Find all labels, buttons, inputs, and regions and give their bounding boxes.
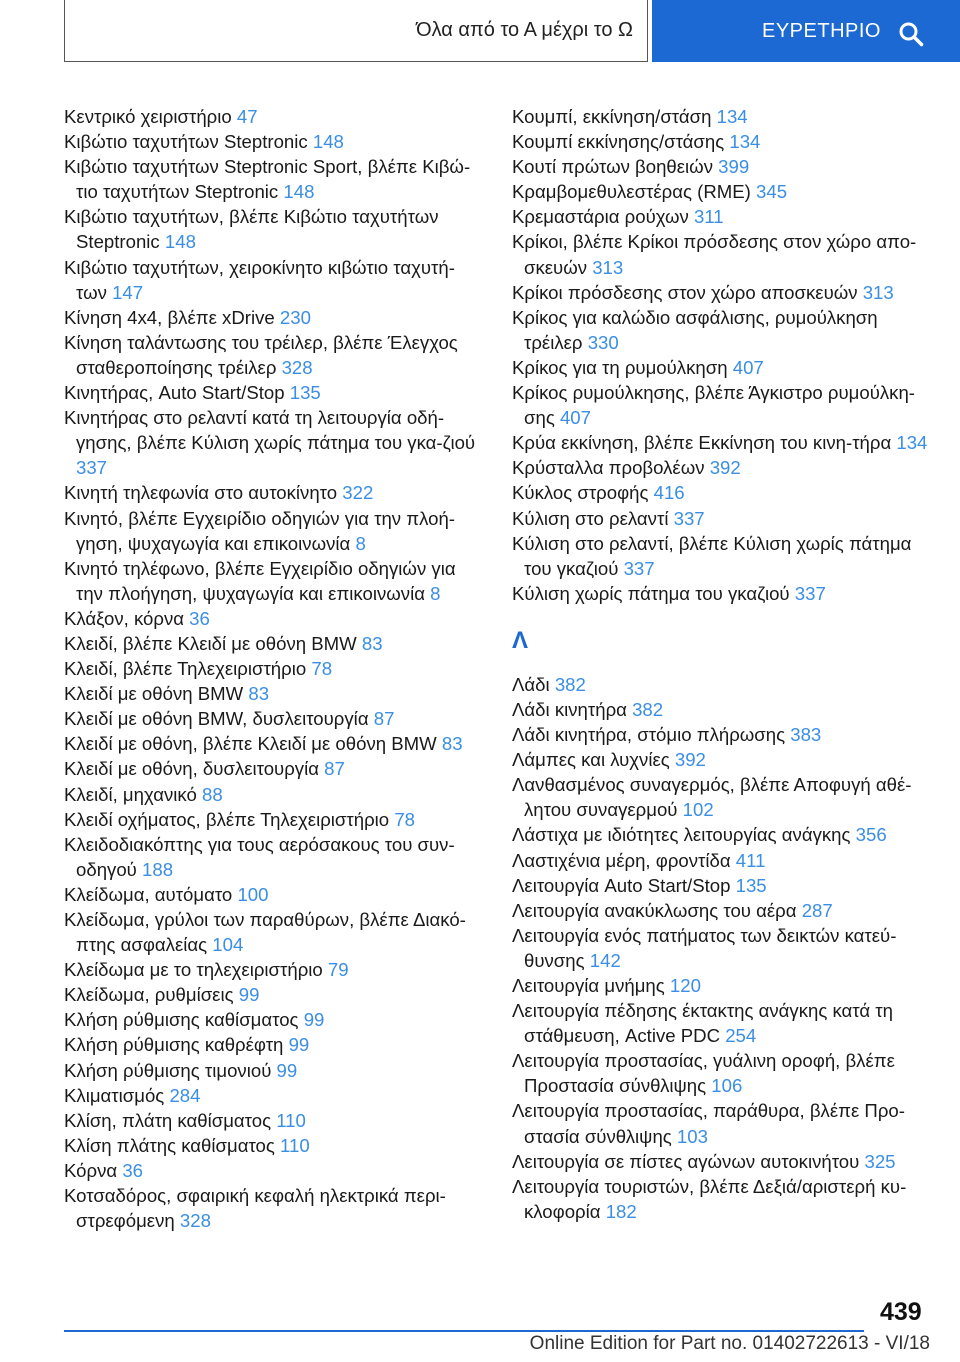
index-entry-page-link[interactable]: 87 — [373, 708, 395, 730]
index-entry-page-link[interactable]: 337 — [794, 582, 826, 604]
index-entry-text: Κινητή τηλεφωνία στο αυτοκίνητο — [64, 482, 338, 504]
index-column-left — [64, 104, 484, 1233]
tab-index[interactable] — [652, 0, 960, 62]
index-entry — [512, 305, 932, 355]
index-entry-page-link[interactable]: 284 — [169, 1084, 201, 1106]
index-entry-text: Κλείδωμα, αυτόματο — [64, 883, 233, 905]
index-entry-page-link[interactable]: 328 — [281, 356, 313, 378]
index-entry-text: Λάμπες και λυχνίες — [512, 749, 670, 771]
index-entry-page-link[interactable]: 416 — [653, 482, 685, 504]
index-entry-text: Κεντρικό χειριστήριο — [64, 106, 232, 127]
index-entry-text: Λειτουργία Auto Start/Stop — [512, 874, 731, 896]
index-entry-page-link[interactable]: 337 — [623, 557, 655, 579]
index-entry — [64, 882, 484, 907]
index-entry — [512, 1149, 932, 1174]
index-entry-page-link[interactable]: 83 — [248, 683, 270, 705]
index-entry — [512, 380, 932, 430]
index-entry-text: Κλήση ρύθμισης καθρέφτη — [64, 1034, 284, 1056]
index-entry-text: Κρύσταλλα προβολέων — [512, 457, 705, 479]
index-entry-text: Κιβώτιο ταχυτήτων Steptronic Sport, βλέπε Κιβώ-τιο ταχυτήτων Steptronic — [64, 156, 471, 203]
index-entry-page-link[interactable]: 104 — [212, 934, 244, 956]
index-entry — [512, 873, 932, 898]
index-entry — [512, 697, 932, 722]
index-entry-text: Κοτσαδόρος, σφαιρική κεφαλή ηλεκτρικά περι-στρεφόμενη — [64, 1185, 446, 1232]
index-entry-text: Λειτουργία ανακύκλωσης του αέρα — [512, 899, 797, 921]
index-entry-text: Λειτουργία τουριστών, βλέπε Δεξιά/αριστερή κυ-κλοφορία — [512, 1175, 907, 1222]
index-entry-text: Κινητό, βλέπε Εγχειρίδιο οδηγιών για την πλοή-γηση, ψυχαγωγία και επικοινωνία — [64, 507, 455, 554]
index-entry-text: Κλήση ρύθμισης τιμονιού — [64, 1059, 272, 1081]
index-entry-text: Κύλιση χωρίς πάτημα του γκαζιού — [512, 582, 790, 604]
index-entry — [512, 822, 932, 847]
index-entry — [64, 756, 484, 781]
index-entry — [64, 154, 484, 204]
index-entry — [512, 898, 932, 923]
index-entry-text: Κλειδί με οθόνη BMW — [64, 683, 244, 705]
index-entry — [512, 506, 932, 531]
index-entry-text: Λειτουργία πέδησης έκτακτης ανάγκης κατά τη στάθμευση, Active PDC — [512, 1000, 893, 1047]
index-entry — [64, 405, 484, 480]
index-entry — [64, 506, 484, 556]
index-group-k — [512, 104, 932, 606]
index-entry — [512, 998, 932, 1048]
index-entry — [64, 807, 484, 832]
index-entry — [512, 280, 932, 305]
index-entry-page-link[interactable]: 287 — [801, 899, 833, 921]
index-entry-page-link[interactable]: 382 — [554, 673, 586, 695]
index-entry — [64, 330, 484, 380]
index-entry — [512, 747, 932, 772]
index-entry-text: Κρύα εκκίνηση, βλέπε Εκκίνηση του κινη-τήρα — [512, 432, 892, 454]
index-entry — [512, 1048, 932, 1098]
index-entry-page-link[interactable]: 182 — [605, 1200, 637, 1222]
index-entry — [64, 631, 484, 656]
index-entry — [512, 772, 932, 822]
index-entry-page-link[interactable]: 147 — [112, 281, 144, 303]
index-entry-page-link[interactable]: 328 — [179, 1210, 211, 1232]
index-entry-text: Κλείδωμα, γρύλοι των παραθύρων, βλέπε Διακό-πτης ασφαλείας — [64, 909, 466, 956]
index-entry — [64, 1133, 484, 1158]
index-entry-text: Λειτουργία σε πίστες αγώνων αυτοκινήτου — [512, 1150, 860, 1172]
index-entry-text: Κλάξον, κόρνα — [64, 607, 184, 629]
index-entry — [512, 973, 932, 998]
index-entry-page-link[interactable]: 383 — [790, 724, 822, 746]
index-entry — [64, 129, 484, 154]
index-entry — [64, 104, 484, 129]
index-entry — [512, 1098, 932, 1148]
index-entry-text: Κρίκοι πρόσδεσης στον χώρο αποσκευών — [512, 281, 858, 303]
index-group-l — [512, 672, 932, 1224]
index-entry — [64, 556, 484, 606]
index-entry — [64, 380, 484, 405]
index-entry-text: Λειτουργία μνήμης — [512, 975, 665, 996]
index-entry-text: Κλειδοδιακόπτης για τους αερόσακους του συν-οδηγού — [64, 833, 455, 880]
index-entry-text: Κιβώτιο ταχυτήτων, χειροκίνητο κιβώτιο ταχυτή-των — [64, 256, 455, 303]
index-entry-text: Κλειδί οχήματος, βλέπε Τηλεχειριστήριο — [64, 808, 390, 830]
index-entry-page-link[interactable]: 330 — [587, 331, 619, 353]
index-entry — [512, 204, 932, 229]
index-entry — [512, 722, 932, 747]
index-entry-page-link[interactable]: 134 — [729, 131, 761, 153]
index-entry — [64, 731, 484, 756]
index-entry-page-link[interactable]: 148 — [164, 231, 196, 253]
tab-index-label: ΕΥΡΕΤΗΡΙΟ — [762, 19, 881, 42]
index-entry-page-link[interactable]: 392 — [709, 457, 741, 479]
index-entry — [64, 907, 484, 957]
index-entry-text: Κίνηση 4x4, βλέπε xDrive — [64, 306, 275, 328]
index-entry — [512, 1174, 932, 1224]
index-section-letter: Λ — [512, 626, 529, 654]
index-entry — [64, 204, 484, 254]
index-entry-page-link[interactable]: 8 — [355, 532, 366, 554]
index-entry-text: Κλιματισμός — [64, 1084, 165, 1106]
index-entry — [64, 1032, 484, 1057]
index-entry-page-link[interactable]: 411 — [735, 849, 766, 871]
index-entry-text: Κρίκοι, βλέπε Κρίκοι πρόσδεσης στον χώρο απο-σκευών — [512, 231, 917, 278]
index-entry — [64, 832, 484, 882]
index-entry — [512, 848, 932, 873]
index-entry-text: Κρίκος για καλώδιο ασφάλισης, ρυμούλκηση τρέιλερ — [512, 306, 878, 353]
index-entry-page-link[interactable]: 99 — [238, 984, 260, 1006]
page-number: 439 — [880, 1298, 922, 1326]
index-entry-page-link[interactable]: 102 — [682, 799, 714, 821]
index-entry-text: Κουμπί, εκκίνηση/στάση — [512, 106, 712, 127]
index-entry-page-link[interactable]: 87 — [324, 758, 345, 780]
index-entry-text: Λάδι κινητήρα — [512, 698, 627, 720]
index-entry-page-link[interactable]: 88 — [202, 783, 223, 805]
index-entry-page-link[interactable]: 134 — [716, 106, 748, 127]
index-entry-text: Κινητό τηλέφωνο, βλέπε Εγχειρίδιο οδηγιών για την πλοήγηση, ψυχαγωγία και επικοινωνία — [64, 557, 456, 604]
index-entry-page-link[interactable]: 230 — [279, 306, 311, 328]
index-entry — [64, 1007, 484, 1032]
index-entry-text: Κουτί πρώτων βοηθειών — [512, 156, 713, 178]
index-entry-text: Κόρνα — [64, 1159, 118, 1181]
index-entry — [512, 179, 932, 204]
index-entry-text: Κύλιση στο ρελαντί, βλέπε Κύλιση χωρίς πάτημα του γκαζιού — [512, 532, 912, 579]
index-entry — [64, 606, 484, 631]
index-entry-page-link[interactable]: 142 — [589, 949, 621, 971]
index-entry-text: Κινητήρας, Auto Start/Stop — [64, 382, 285, 404]
index-entry — [64, 1158, 484, 1183]
index-entry-page-link[interactable]: 311 — [694, 206, 724, 228]
index-entry — [64, 1108, 484, 1133]
index-entry-page-link[interactable]: 99 — [288, 1034, 310, 1056]
index-entry-text: Λαστιχένια μέρη, φροντίδα — [512, 849, 731, 871]
index-entry — [64, 656, 484, 681]
index-entry — [64, 782, 484, 807]
index-entry — [512, 672, 932, 697]
index-entry-page-link[interactable]: 78 — [394, 808, 415, 830]
index-entry — [512, 104, 932, 129]
index-entry-text: Κρεμαστάρια ρούχων — [512, 206, 689, 228]
index-entry-page-link[interactable]: 135 — [289, 382, 321, 404]
index-entry-page-link[interactable]: 100 — [237, 883, 269, 905]
index-entry — [64, 305, 484, 330]
index-entry — [64, 255, 484, 305]
index-entry-page-link[interactable]: 188 — [142, 858, 174, 880]
index-entry-text: Κλίση, πλάτη καθίσματος — [64, 1109, 272, 1131]
index-entry-page-link[interactable]: 345 — [756, 181, 788, 203]
index-entry-page-link[interactable]: 36 — [189, 607, 210, 629]
index-entry-text: Κιβώτιο ταχυτήτων, βλέπε Κιβώτιο ταχυτήτων Steptronic — [64, 206, 439, 253]
index-entry-page-link[interactable]: 110 — [276, 1109, 306, 1131]
index-entry-text: Κλειδί με οθόνη, βλέπε Κλειδί με οθόνη BMW — [64, 733, 437, 755]
index-entry-text: Κλειδί, βλέπε Κλειδί με οθόνη BMW — [64, 632, 357, 654]
index-entry-page-link[interactable]: 337 — [76, 457, 108, 479]
index-entry-page-link[interactable]: 407 — [559, 407, 591, 429]
index-entry-text: Κλειδί, μηχανικό — [64, 783, 197, 805]
index-entry-page-link[interactable]: 110 — [280, 1134, 310, 1156]
index-entry-text: Λειτουργία ενός πατήματος των δεικτών κατεύ-θυνσης — [512, 924, 897, 971]
index-entry — [64, 1083, 484, 1108]
index-entry-text: Κλείδωμα, ρυθμίσεις — [64, 984, 234, 1006]
index-entry — [512, 531, 932, 581]
index-entry-page-link[interactable]: 83 — [441, 733, 463, 755]
index-entry-page-link[interactable]: 120 — [669, 975, 701, 996]
index-entry-page-link[interactable]: 99 — [303, 1009, 325, 1031]
index-entry-page-link[interactable]: 36 — [122, 1159, 143, 1181]
tab-all-a-to-z[interactable] — [64, 0, 648, 62]
index-entry-text: Λάδι κινητήρα, στόμιο πλήρωσης — [512, 724, 786, 746]
index-entry-text: Κραμβομεθυλεστέρας (RME) — [512, 181, 751, 203]
index-entry — [64, 681, 484, 706]
index-entry-text: Κλίση πλάτης καθίσματος — [64, 1134, 275, 1156]
index-entry-text: Κλειδί, βλέπε Τηλεχειριστήριο — [64, 658, 307, 680]
top-navigation — [0, 0, 960, 66]
index-entry-page-link[interactable]: 103 — [676, 1125, 708, 1147]
index-entry-page-link[interactable]: 382 — [632, 698, 664, 720]
index-entry-text: Λειτουργία προστασίας, γυάλινη οροφή, βλέπε Προστασία σύνθλιψης — [512, 1050, 895, 1097]
tab-all-label: Όλα από το Α μέχρι το Ω — [416, 19, 633, 41]
index-entry — [512, 229, 932, 279]
index-entry-page-link[interactable]: 79 — [327, 959, 349, 981]
index-entry — [64, 982, 484, 1007]
index-entry-page-link[interactable]: 78 — [311, 658, 333, 680]
index-entry-page-link[interactable]: 313 — [592, 256, 624, 278]
index-entry-text: Κλειδί με οθόνη, δυσλειτουργία — [64, 758, 319, 780]
index-entry-page-link[interactable]: 148 — [312, 131, 344, 153]
index-entry-text: Λανθασμένος συναγερμός, βλέπε Αποφυγή αθέ-λητου συναγερμού — [512, 774, 912, 821]
index-entry-page-link[interactable]: 407 — [732, 356, 764, 378]
search-icon[interactable] — [898, 21, 924, 47]
index-entry-page-link[interactable]: 148 — [283, 181, 315, 203]
index-entry-text: Κλείδωμα με το τηλεχειριστήριο — [64, 959, 323, 981]
footer-divider — [64, 1330, 864, 1332]
index-entry-text: Λειτουργία προστασίας, παράθυρα, βλέπε Προ-στασία σύνθλιψης — [512, 1100, 905, 1147]
index-entry — [64, 706, 484, 731]
index-entry-page-link[interactable]: 392 — [674, 749, 706, 771]
index-entry — [512, 129, 932, 154]
index-entry-text: Κιβώτιο ταχυτήτων Steptronic — [64, 131, 308, 153]
index-entry-page-link[interactable]: 325 — [864, 1150, 896, 1172]
index-entry — [512, 581, 932, 606]
index-entry-page-link[interactable]: 399 — [718, 156, 750, 178]
index-entry — [64, 1183, 484, 1233]
index-entry-page-link[interactable]: 8 — [430, 582, 441, 604]
index-entry-page-link[interactable]: 313 — [862, 281, 894, 303]
index-entry — [64, 1058, 484, 1083]
index-entry — [512, 455, 932, 480]
index-entry-page-link[interactable]: 337 — [673, 507, 705, 529]
index-entry-page-link[interactable]: 322 — [342, 482, 374, 504]
index-column-right — [512, 104, 932, 1224]
index-entry-page-link[interactable]: 47 — [236, 106, 258, 127]
index-entry-text: Λάδι — [512, 673, 550, 695]
index-entry-text: Κινητήρας στο ρελαντί κατά τη λειτουργία οδή-γησης, βλέπε Κύλιση χωρίς πάτημα του γκα-ζιού — [64, 407, 476, 454]
index-entry-text: Κρίκος ρυμούλκησης, βλέπε Άγκιστρο ρυμούλκη-σης — [512, 382, 915, 429]
index-entry — [512, 154, 932, 179]
index-entry-page-link[interactable]: 254 — [725, 1025, 757, 1047]
index-entry — [512, 355, 932, 380]
index-entry — [512, 923, 932, 973]
index-entry-text: Κρίκος για τη ρυμούλκηση — [512, 356, 728, 378]
index-entry-page-link[interactable]: 135 — [735, 874, 767, 896]
index-entry-text: Κύκλος στροφής — [512, 482, 649, 504]
index-entry — [64, 957, 484, 982]
index-entry-text: Κύλιση στο ρελαντί — [512, 507, 669, 529]
index-entry — [512, 430, 932, 455]
index-entry-text: Κίνηση ταλάντωσης του τρέιλερ, βλέπε Έλεγχος σταθεροποίησης τρέιλερ — [64, 331, 458, 378]
footer-edition: Online Edition for Part no. 01402722613 - VI/18 — [529, 1333, 930, 1354]
index-entry-page-link[interactable]: 356 — [855, 824, 887, 846]
index-entry-text: Κουμπί εκκίνησης/στάσης — [512, 131, 725, 153]
index-entry-page-link[interactable]: 83 — [361, 632, 383, 654]
index-entry — [512, 480, 932, 505]
index-entry-text: Κλήση ρύθμισης καθίσματος — [64, 1009, 299, 1031]
index-entry-text: Κλειδί με οθόνη BMW, δυσλειτουργία — [64, 708, 369, 730]
index-entry-page-link[interactable]: 106 — [711, 1075, 743, 1097]
index-entry-text: Λάστιχα με ιδιότητες λειτουργίας ανάγκης — [512, 824, 851, 846]
index-entry-page-link[interactable]: 99 — [276, 1059, 298, 1081]
index-entry — [64, 480, 484, 505]
index-entry-page-link[interactable]: 134 — [896, 432, 928, 454]
